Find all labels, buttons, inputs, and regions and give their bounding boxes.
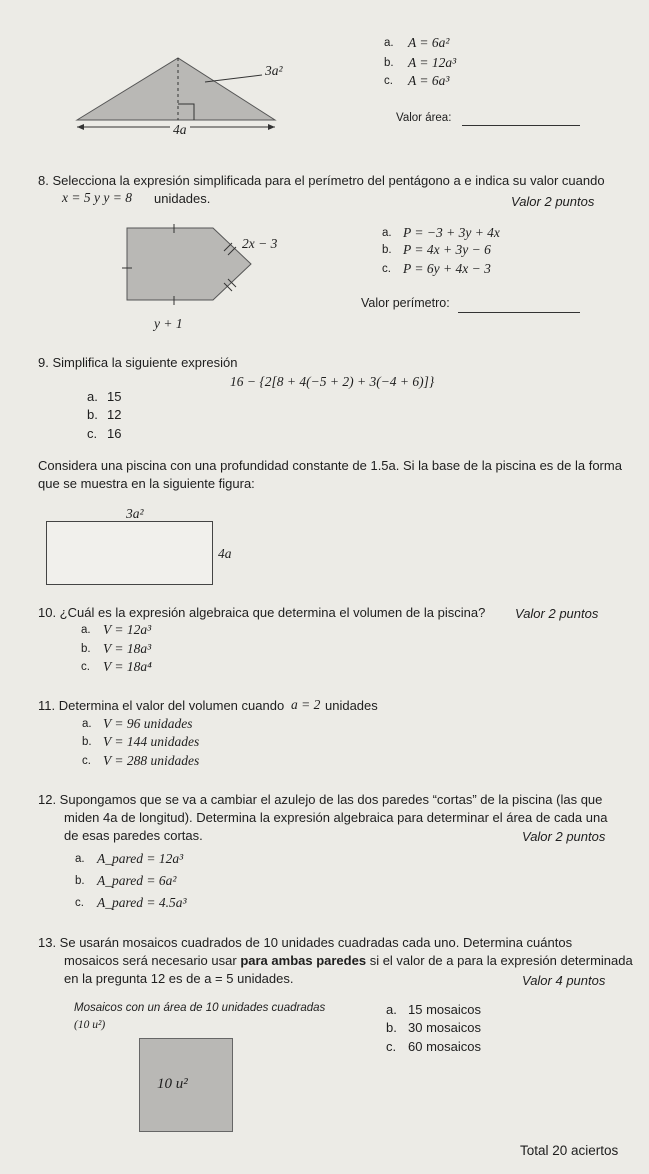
- q12-option-b[interactable]: A_pared = 6a²: [97, 873, 177, 888]
- q13-option-c[interactable]: 60 mosaicos: [408, 1039, 481, 1054]
- q9-option-c-letter: c.: [87, 426, 98, 441]
- q11-option-c-letter: c.: [82, 755, 91, 767]
- q9-option-c[interactable]: 16: [107, 426, 122, 441]
- q8-title-rest: unidades.: [154, 191, 211, 206]
- q8-option-c-letter: c.: [382, 263, 391, 275]
- q12-line1: 12. Supongamos que se va a cambiar el azulejo de las dos paredes “cortas” de la piscina (las que: [38, 792, 603, 807]
- q13-tile-caption1: Mosaicos con un área de 10 unidades cuadradas: [74, 1002, 326, 1014]
- q7-answer-line[interactable]: [462, 125, 580, 126]
- total-score: Total 20 aciertos: [520, 1143, 619, 1158]
- q8-option-b-letter: b.: [382, 244, 392, 256]
- q7-option-c-letter: c.: [384, 75, 393, 87]
- q11-title-math: a = 2: [291, 697, 321, 712]
- q11-option-a[interactable]: V = 96 unidades: [103, 716, 193, 731]
- q7-option-c[interactable]: A = 6a³: [408, 73, 450, 88]
- q10-option-c-letter: c.: [81, 661, 90, 673]
- q10-option-a[interactable]: V = 12a³: [103, 622, 152, 637]
- q7-option-b-letter: b.: [384, 57, 394, 69]
- q8-title-math: x = 5 y y = 8: [62, 190, 132, 205]
- q8-title-line1: 8. Selecciona la expresión simplificada para el perímetro del pentágono a e indica su valor cuando: [38, 173, 605, 188]
- q12-option-a-letter: a.: [75, 853, 85, 865]
- q12-option-c[interactable]: A_pared = 4.5a³: [97, 895, 187, 910]
- q13-option-b-letter: b.: [386, 1020, 397, 1035]
- q13-option-a-letter: a.: [386, 1002, 397, 1017]
- pool-rectangle: [46, 521, 213, 585]
- triangle-label-side: 3a²: [265, 63, 283, 78]
- q12-option-a[interactable]: A_pared = 12a³: [97, 851, 184, 866]
- q12-line2: miden 4a de longitud). Determina la expresión algebraica para determinar el área de cada una: [64, 810, 608, 825]
- q12-points: Valor 2 puntos: [522, 829, 606, 844]
- pool-line2: que se muestra en la siguiente figura:: [38, 476, 255, 491]
- pentagon-figure: [0, 0, 649, 120]
- pool-label-top: 3a²: [126, 506, 144, 521]
- q10-option-a-letter: a.: [81, 624, 91, 636]
- q13-line2: [64, 953, 633, 968]
- pool-line1: Considera una piscina con una profundidad constante de 1.5a. Si la base de la piscina es de la forma: [38, 458, 622, 473]
- q13-line3: en la pregunta 12 es de a = 5 unidades.: [64, 971, 294, 986]
- q13-points: Valor 4 puntos: [522, 973, 606, 988]
- q10-option-b-letter: b.: [81, 643, 91, 655]
- q13-tile-caption2: (10 u²): [74, 1019, 106, 1031]
- q13-option-a[interactable]: 15 mosaicos: [408, 1002, 481, 1017]
- q7-option-a-letter: a.: [384, 37, 394, 49]
- q11-option-b-letter: b.: [82, 736, 92, 748]
- triangle-label-base: 4a: [170, 122, 190, 138]
- q7-answer-label: Valor área:: [396, 112, 452, 124]
- q8-option-a[interactable]: P = −3 + 3y + 4x: [403, 225, 500, 240]
- q8-answer-label: Valor perímetro:: [361, 296, 450, 310]
- q12-line3: de esas paredes cortas.: [64, 828, 203, 843]
- q13-line2-bold: para ambas paredes: [240, 953, 367, 968]
- q11-option-c[interactable]: V = 288 unidades: [103, 753, 200, 768]
- q8-points: Valor 2 puntos: [511, 194, 595, 209]
- q9-option-a-letter: a.: [87, 389, 98, 404]
- q10-option-b[interactable]: V = 18a³: [103, 641, 152, 656]
- pool-label-side: 4a: [218, 546, 232, 561]
- q13-line2-post: si el valor de a para la expresión determinada: [369, 953, 633, 968]
- q8-option-a-letter: a.: [382, 227, 392, 239]
- q8-option-c[interactable]: P = 6y + 4x − 3: [403, 261, 491, 276]
- q11-title-pre: 11. Determina el valor del volumen cuando: [38, 698, 285, 713]
- q12-option-b-letter: b.: [75, 875, 85, 887]
- q13-tile-label: 10 u²: [157, 1076, 188, 1092]
- pentagon-label-side: 2x − 3: [242, 236, 278, 251]
- q7-option-a[interactable]: A = 6a²: [408, 35, 450, 50]
- q7-option-b[interactable]: A = 12a³: [408, 55, 457, 70]
- q11-option-b[interactable]: V = 144 unidades: [103, 734, 200, 749]
- q13-line2-pre: mosaicos será necesario usar: [64, 953, 237, 968]
- q10-option-c[interactable]: V = 18a⁴: [103, 659, 152, 674]
- q9-option-a[interactable]: 15: [107, 389, 122, 404]
- q10-title: 10. ¿Cuál es la expresión algebraica que determina el volumen de la piscina?: [38, 605, 486, 620]
- pentagon-label-base: y + 1: [154, 316, 183, 331]
- q9-title: 9. Simplifica la siguiente expresión: [38, 355, 238, 370]
- q9-expression: 16 − {2[8 + 4(−5 + 2) + 3(−4 + 6)]}: [230, 374, 435, 389]
- q11-title-post: unidades: [325, 698, 378, 713]
- q10-points: Valor 2 puntos: [515, 606, 599, 621]
- q12-option-c-letter: c.: [75, 897, 84, 909]
- q8-answer-line[interactable]: [458, 312, 580, 313]
- q8-option-b[interactable]: P = 4x + 3y − 6: [403, 242, 491, 257]
- q13-option-b[interactable]: 30 mosaicos: [408, 1020, 481, 1035]
- q11-option-a-letter: a.: [82, 718, 92, 730]
- q13-option-c-letter: c.: [386, 1039, 397, 1054]
- q9-option-b-letter: b.: [87, 407, 98, 422]
- q9-option-b[interactable]: 12: [107, 407, 122, 422]
- q13-line1: 13. Se usarán mosaicos cuadrados de 10 unidades cuadradas cada uno. Determina cuántos: [38, 935, 573, 950]
